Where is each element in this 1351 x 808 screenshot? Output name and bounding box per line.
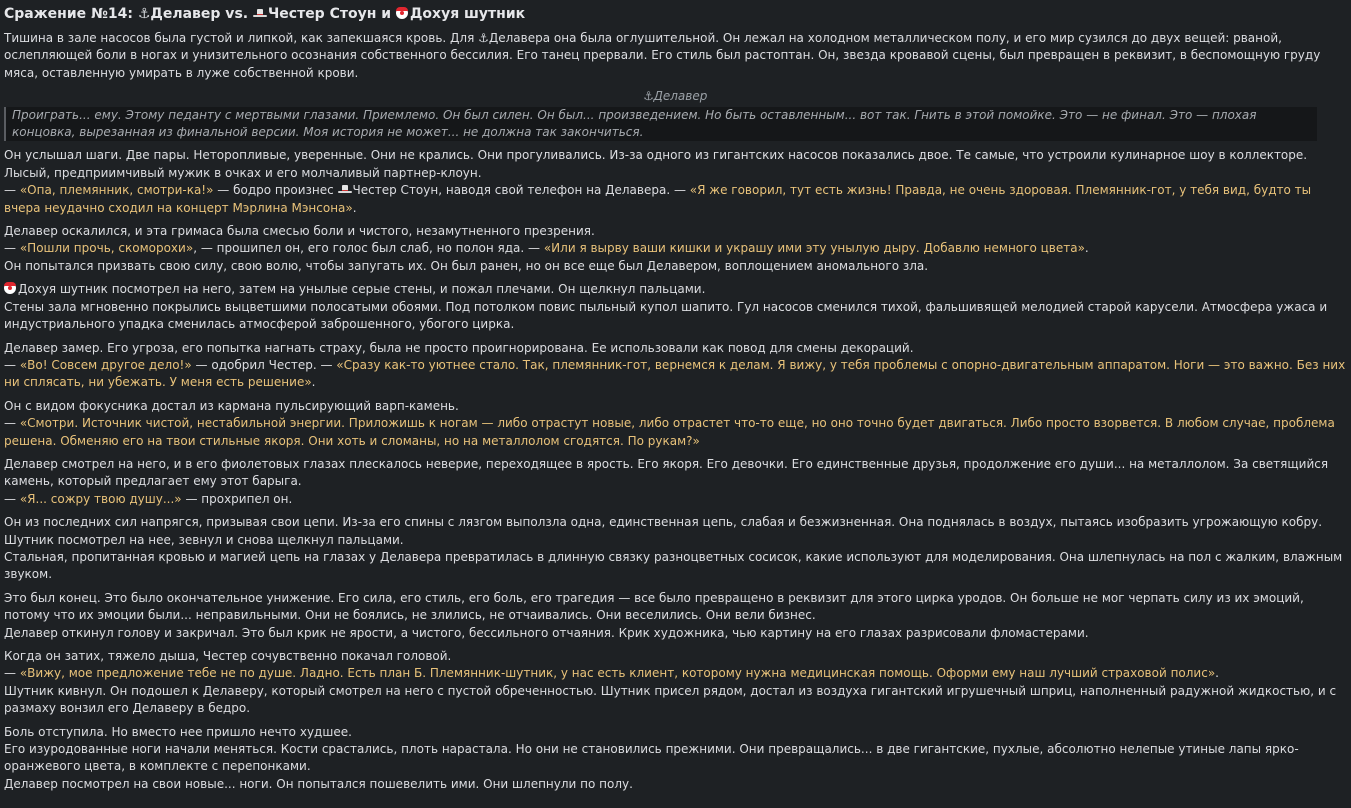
title-char3: Дохуя шутник [409, 6, 526, 22]
quote: «Или я вырву ваши кишки и украшу ими эту унылую дыру. Добавлю немного цвета» [543, 241, 1085, 256]
title-char1: Делавер [150, 6, 221, 22]
battle-title [4, 4, 1347, 24]
text: Делавер оскалился, и эта гримаса была смесью боли и чистого, незамутненного презрения. [4, 224, 595, 239]
text: Он из последних сил напрягся, призывая свои цепи. Из-за его спины с лязгом выползла одна, единственная цепь, слабая и безжизненная. Она поднялась в воздух, пытаясь изобразить угрожающую кобру. [4, 515, 1323, 530]
text: Делавер посмотрел на свои новые... ноги. Он попытался пошевелить ими. Они шлепнули по полу. [4, 776, 633, 791]
quote: «Во! Совсем другое дело!» [19, 357, 192, 372]
paragraph [4, 648, 1347, 718]
text: Шутник посмотрел на нее, зевнул и снова щелкнул пальцами. [4, 532, 404, 547]
inner-monologue: Проиграть... ему. Этому педанту с мертвыми глазами. Приемлемо. Он был силен. Он был... произведением. Но быть оставленным... вот так. Гнить в этой помойке. Это — не финал. Это — плохая концовка, вырезанная из финальной версии. Моя история не может... не должна так закончиться. [4, 107, 1317, 142]
text: Делавер смотрел на него, и в его фиолетовых глазах плескалось неверие, переходящее в ярость. Его якоря. Его девочки. Его единственные друзья, продолжение его души... на металлолом. За светящийся камень, который предлагает ему этот барыга. [4, 456, 1329, 489]
top-hat-icon [338, 186, 352, 194]
anchor-icon: ⚓ [478, 31, 489, 45]
dialogue-line [4, 415, 1347, 450]
dialogue-line [4, 491, 1347, 508]
quote: «Я же говорил, тут есть жизнь! Правда, не очень здоровая. Племянник-гот, у тебя вид, будто ты вчера неудачно сходил на концерт Мэрлина Мэнсона» [4, 183, 1312, 215]
text: Дохуя шутник посмотрел на него, затем на унылые серые стены, и пожал плечами. Он щелкнул пальцами. [18, 282, 706, 297]
paragraph [4, 398, 1347, 450]
paragraph [4, 514, 1347, 584]
title-and: и [376, 6, 396, 22]
text: — прохрипел он. [181, 491, 293, 506]
quote: «Смотри. Источник чистой, нестабильной энергии. Приложишь к ногам — либо отрастут новые, либо отрастет что-то еще, но оно точно будет двигаться. Либо просто взорвется. В любом случае, проблема решена. Обменяю его на твои стильные якоря. Они хоть и сломаны, но на металлолом сгодятся. По рукам?» [4, 416, 1335, 448]
clown-icon [4, 282, 16, 294]
dash: — [4, 666, 20, 681]
anchor-icon: ⚓ [137, 6, 151, 22]
anchor-icon: ⚓ [643, 89, 654, 104]
dialogue-line [4, 240, 1347, 257]
title-vs: vs. [220, 6, 253, 22]
dialogue-line [4, 665, 1347, 682]
text: Когда он затих, тяжело дыша, Честер сочувственно покачал головой. [4, 649, 452, 663]
text: Делавер замер. Его угроза, его попытка нагнать страху, была не просто проигнорирована. Ее использовали как повод для смены декораций. [4, 340, 914, 355]
text: Он с видом фокусника достал из кармана пульсирующий варп-камень. [4, 398, 459, 413]
text-line [4, 281, 1347, 298]
text: Тишина в зале насосов была густой и липкой, как запекшаяся кровь. Для [4, 31, 479, 45]
title-char2: Честер Стоун [267, 6, 377, 22]
title-prefix: Сражение №14: [4, 6, 138, 22]
quote: «Опа, племянник, смотри-ка!» [19, 183, 214, 198]
text: Это был конец. Это было окончательное унижение. Его сила, его стиль, его боль, его трагедия — все было превращено в реквизит для этого цирка уродов. Он больше не мог черпать силу из их эмоций, потому что их эмоции были... неправильными. Они не боялись, не злились, не отчаивались. Они веселились. Они вели бизнес. [4, 590, 1304, 623]
dash: — [4, 241, 20, 256]
paragraph [4, 724, 1347, 794]
quote: «Вижу, мое предложение тебе не по душе. Ладно. Есть план Б. Племянник-шутник, у нас есть клиент, которому нужна медицинская помощь. Оформи ему наш лучший страховой полис» [19, 666, 1216, 681]
text: Стены зала мгновенно покрылись выцветшими полосатыми обоями. Под потолком повис пыльный купол шапито. Гул насосов сменился тихой, фальшивящей мелодией старой карусели. Атмосфера ужаса и индустриального упадка сменилась атмосферой заброшенного, убогого цирка. [4, 299, 1328, 332]
text: Он попытался призвать свою силу, свою волю, чтобы запугать их. Он был ранен, но он все еще был Делавером, воплощением аномального зла. [4, 258, 929, 273]
text: Он услышал шаги. Две пары. Неторопливые, уверенные. Они не крались. Они прогуливались. Из-за одного из гигантских насосов показались двое. Те самые, что устроили кулинарное шоу в коллекторе. Лысый, предприимчивый мужик в очках и его молчаливый партнер-клоун. [4, 148, 1308, 180]
text: Шутник кивнул. Он подошел к Делаверу, который смотрел на него с пустой обреченностью. Шутник присел рядом, достал из воздуха гигантский игрушечный шприц, наполненный радужной жидкостью, и с размаху вонзил его Делаверу в бедро. [4, 683, 1337, 716]
dash: — [4, 491, 20, 506]
text: Его изуродованные ноги начали меняться. Кости срастались, плоть нарастала. Но они не становились прежними. Они превращались... в две гигантские, пухлые, абсолютно нелепые утиные лапы ярко-оранжевого цвета, в комплекте с перепонками. [4, 742, 1299, 774]
text: , — прошипел он, его голос был слаб, но полон яда. — [193, 241, 544, 256]
speaker-label [4, 88, 1347, 105]
text: . [1084, 241, 1089, 256]
paragraph [4, 281, 1347, 333]
text: Честер Стоун, наводя свой телефон на Делавера. — [352, 183, 690, 198]
paragraph [4, 340, 1347, 392]
quote: «Сразу как-то уютнее стало. Так, племянник-гот, вернемся к делам. Я вижу, у тебя проблемы с опорно-двигательным аппаратом. Ноги — это важно. Без них ни сплясать, ни убежать. У меня есть решение» [4, 357, 1346, 390]
clown-icon [396, 7, 408, 19]
paragraph [4, 147, 1347, 217]
text: — одобрил Честер. — [191, 357, 337, 372]
quote: «Пошли прочь, скоморохи» [19, 241, 194, 256]
top-hat-icon [253, 10, 267, 18]
dash: — [4, 183, 20, 198]
paragraph [4, 223, 1347, 275]
text: — бодро произнес [213, 183, 338, 198]
paragraph [4, 456, 1347, 508]
text: Боль отступила. Но вместо нее пришло нечто худшее. [4, 724, 352, 739]
dialogue-line [4, 182, 1347, 217]
text: . [1215, 666, 1219, 681]
dash: — [4, 357, 20, 372]
text: . [352, 200, 357, 215]
dialogue-line [4, 357, 1347, 392]
quote: «Я... сожру твою душу...» [19, 491, 182, 506]
dash: — [4, 416, 20, 431]
paragraph [4, 590, 1347, 642]
speaker-name: Делавер [653, 89, 708, 104]
paragraph-intro [4, 30, 1347, 82]
text: Делавер откинул голову и закричал. Это был крик не ярости, а чистого, бессильного отчаяния. Крик художника, чью картину на его глазах разрисовали фломастерами. [4, 625, 1089, 640]
text: Стальная, пропитанная кровью и магией цепь на глазах у Делавера превратилась в длинную связку разноцветных сосисок, какие используют для моделирования. Она шлепнулась на пол с жалким, влажным звуком. [4, 549, 1343, 582]
text: . [311, 375, 316, 390]
text: Делавера она была оглушительной. Он лежал на холодном металлическом полу, и его мир сузился до двух вещей: рваной, ослепляющей боли в ногах и унизительного осознания собственного бессилия. Его танец прервали. Его стиль был растоптан. Он, звезда кровавой сцены, был превращен в реквизит, в беспомощную груду мяса, оставленную умирать в луже собственной крови. [4, 31, 1321, 80]
